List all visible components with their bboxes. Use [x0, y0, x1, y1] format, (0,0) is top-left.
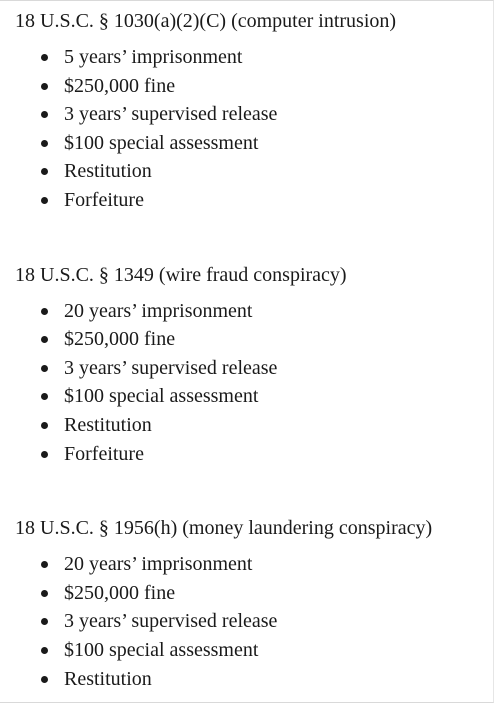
penalty-text: Forfeiture — [64, 188, 144, 211]
bullet-icon — [41, 422, 48, 429]
statute-heading: 18 U.S.C. § 1030(a)(2)(C) (computer intrusion) — [15, 10, 397, 32]
penalty-item — [15, 550, 487, 579]
penalty-text: Restitution — [64, 413, 152, 436]
penalty-item — [15, 297, 487, 326]
penalty-text: $250,000 fine — [64, 328, 176, 351]
penalty-text: Restitution — [64, 667, 152, 690]
penalty-item — [15, 440, 487, 469]
penalty-text: 3 years’ supervised release — [64, 103, 278, 126]
penalty-text: $100 special assessment — [64, 385, 259, 408]
statute-section-1349 — [15, 264, 487, 469]
penalty-item — [15, 665, 487, 694]
bullet-icon — [41, 647, 48, 654]
penalty-list — [15, 43, 487, 215]
penalty-text: 5 years’ imprisonment — [64, 46, 243, 68]
penalty-text: 20 years’ imprisonment — [64, 299, 253, 322]
bullet-icon — [41, 140, 48, 147]
bullet-icon — [41, 197, 48, 204]
bullet-icon — [41, 336, 48, 343]
bullet-icon — [41, 618, 48, 625]
penalty-text: $250,000 fine — [64, 74, 176, 97]
penalty-item — [15, 129, 487, 158]
penalty-text: $100 special assessment — [64, 131, 259, 154]
penalty-text: 20 years’ imprisonment — [64, 553, 253, 576]
penalty-item — [15, 579, 487, 608]
penalty-item — [15, 354, 487, 383]
penalty-list — [15, 297, 487, 469]
bullet-icon — [41, 451, 48, 458]
bullet-icon — [41, 590, 48, 597]
penalty-item — [15, 382, 487, 411]
penalty-list — [15, 550, 487, 693]
penalty-item — [15, 43, 487, 72]
bullet-icon — [41, 111, 48, 118]
penalty-text: Restitution — [64, 160, 152, 183]
bullet-icon — [41, 83, 48, 90]
penalty-item — [15, 72, 487, 101]
penalty-item — [15, 607, 487, 636]
penalty-item — [15, 157, 487, 186]
bullet-icon — [41, 54, 48, 61]
bullet-icon — [41, 561, 48, 568]
bullet-icon — [41, 308, 48, 315]
penalty-item — [15, 411, 487, 440]
penalty-text: 3 years’ supervised release — [64, 356, 278, 379]
penalty-item — [15, 186, 487, 215]
penalty-text: $100 special assessment — [64, 638, 259, 661]
statute-section-1030 — [15, 10, 487, 215]
statute-heading: 18 U.S.C. § 1956(h) (money laundering conspiracy) — [15, 517, 433, 540]
penalty-item — [15, 325, 487, 354]
bullet-icon — [41, 676, 48, 683]
bullet-icon — [41, 365, 48, 372]
penalty-text: $250,000 fine — [64, 581, 176, 604]
penalty-text: Forfeiture — [64, 442, 144, 465]
penalty-item — [15, 636, 487, 665]
bullet-icon — [41, 393, 48, 400]
bullet-icon — [41, 168, 48, 175]
penalty-text: 3 years’ supervised release — [64, 610, 278, 633]
penalty-content — [15, 10, 487, 693]
penalty-item — [15, 100, 487, 129]
statute-heading: 18 U.S.C. § 1349 (wire fraud conspiracy) — [15, 263, 347, 286]
statute-section-1956 — [15, 517, 487, 693]
